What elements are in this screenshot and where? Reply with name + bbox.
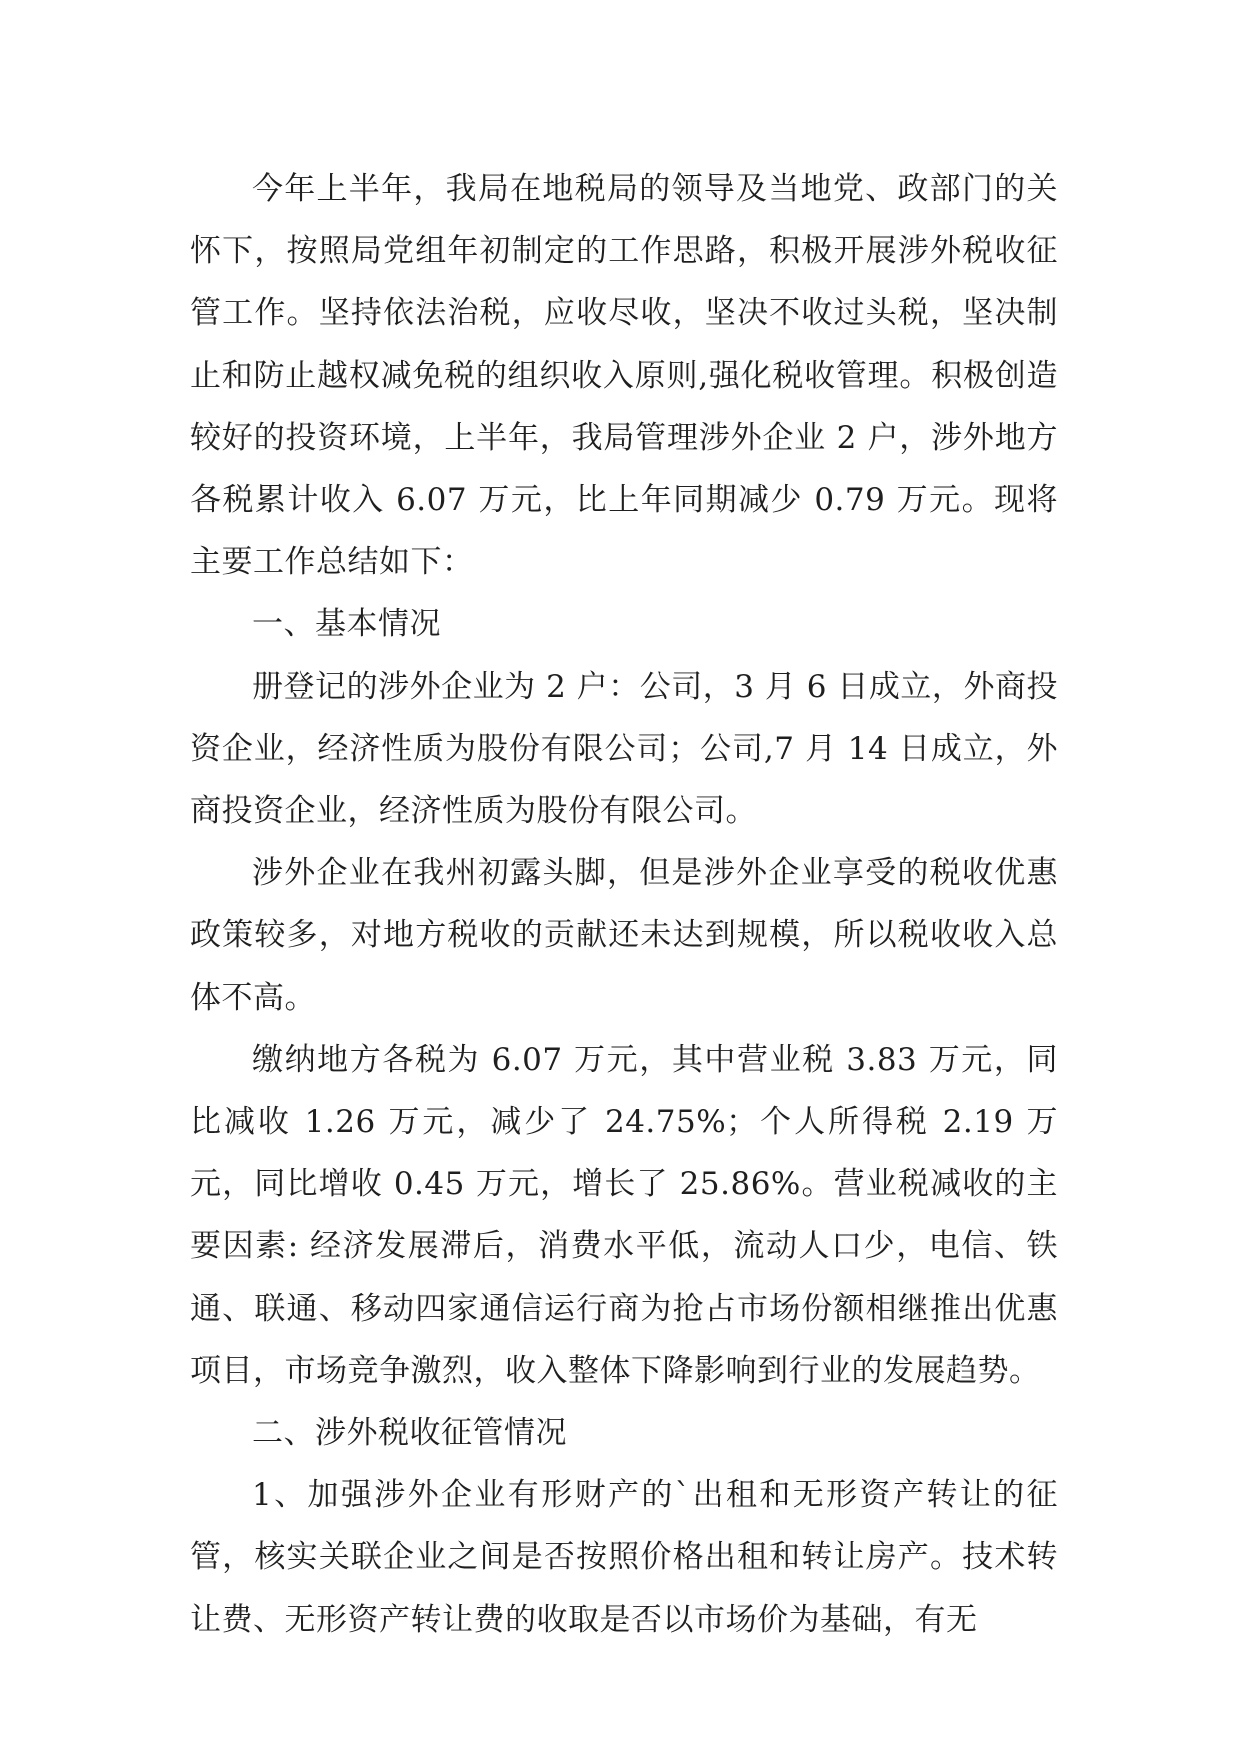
tax-revenue-paragraph: 缴纳地方各税为 6.07 万元，其中营业税 3.83 万元，同比减收 1.26 万元，减少了 24.75%；个人所得税 2.19 万元，同比增收 0.45 万元，增长了 25.86%。营业税减收的主要因素: 经济发展滞后，消费水平低，流动人口少，电信、铁通、联通、移动四家通信运行商为抢占市场份额相继推出优惠项目，市场竞争激烈，收入整体下降影响到行业的发展趋势。 <box>190 1041 1058 1389</box>
section-heading-tax-collection: 二、涉外税收征管情况 <box>252 1415 567 1452</box>
preferential-policy-paragraph: 涉外企业在我州初露头脚，但是涉外企业享受的税收优惠政策较多，对地方税收的贡献还未达到规模，所以税收收入总体不高。 <box>190 855 1058 1016</box>
document-body <box>190 158 1058 1651</box>
intro-paragraph: 今年上半年，我局在地税局的领导及当地党、政部门的关怀下，按照局党组年初制定的工作思路，积极开展涉外税收征管工作。坚持依法治税，应收尽收，坚决不收过头税，坚决制止和防止越权减免税的组织收入原则,强化税收管理。积极创造较好的投资环境，上半年，我局管理涉外企业 2 户，涉外地方各税累计收入 6.07 万元，比上年同期减少 0.79 万元。现将主要工作总结如下： <box>190 171 1058 581</box>
section-heading-basic-situation: 一、基本情况 <box>252 606 441 643</box>
registration-paragraph: 册登记的涉外企业为 2 户：公司，3 月 6 日成立，外商投资企业，经济性质为股份有限公司；公司,7 月 14 日成立，外商投资企业，经济性质为股份有限公司。 <box>190 668 1058 830</box>
item-1-paragraph: 1、加强涉外企业有形财产的`出租和无形资产转让的征管，核实关联企业之间是否按照价格出租和转让房产。技术转让费、无形资产转让费的收取是否以市场价为基础，有无 <box>190 1477 1058 1638</box>
